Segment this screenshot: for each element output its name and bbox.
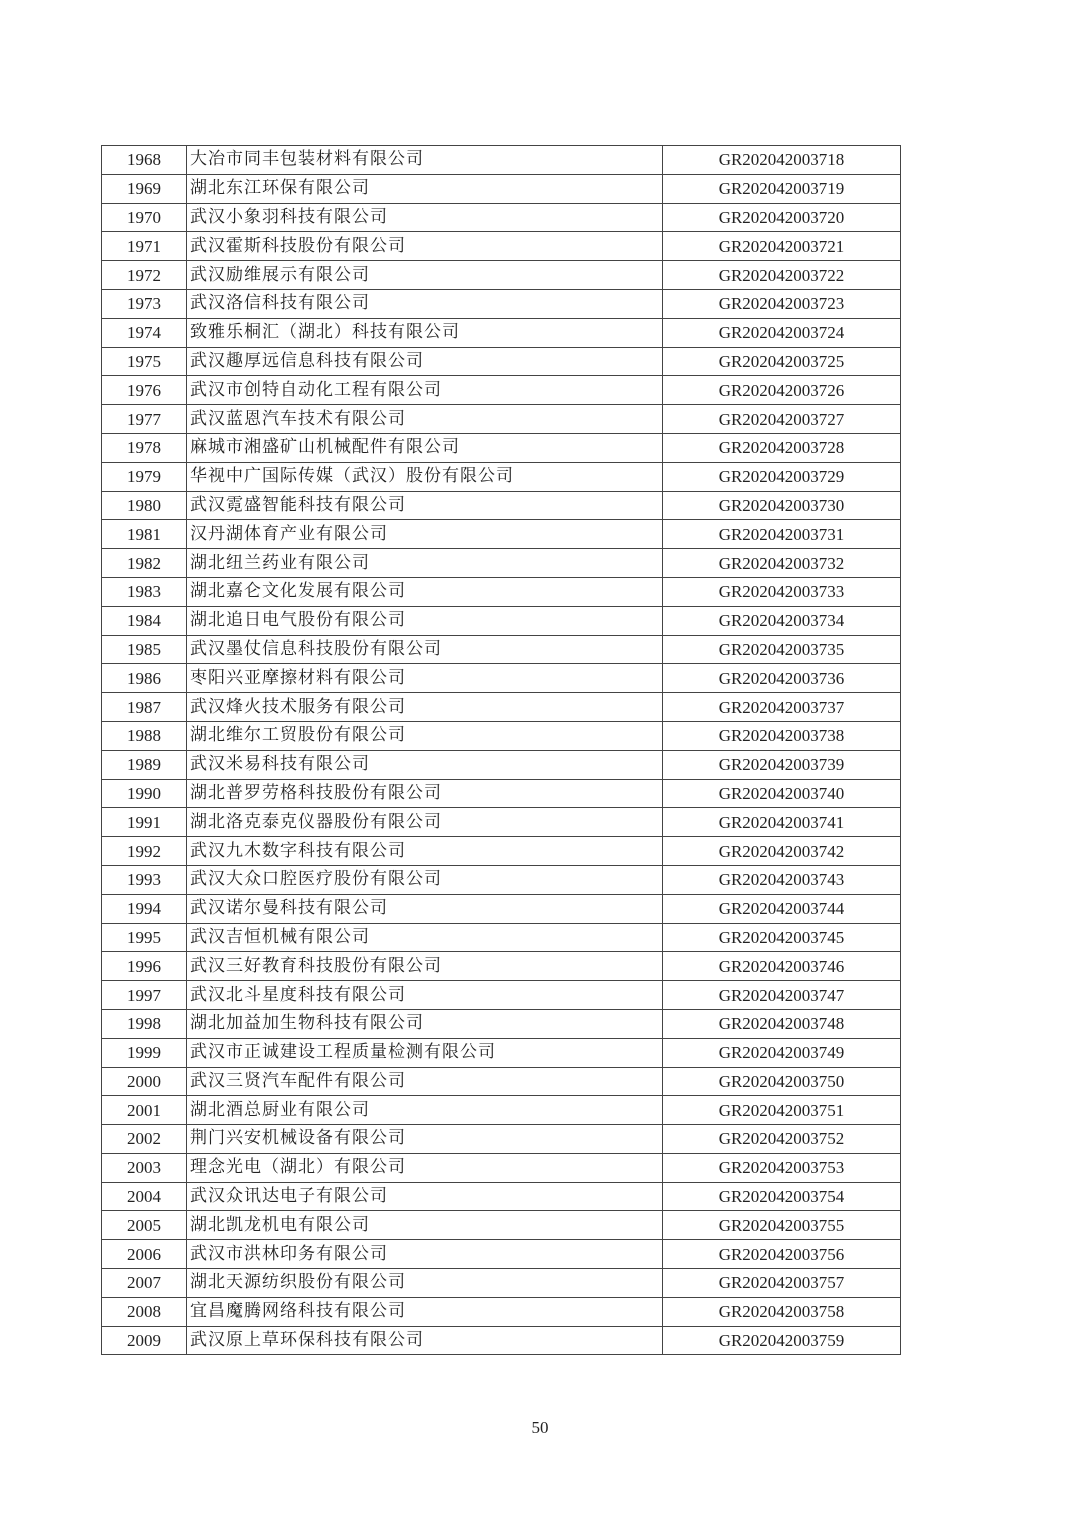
- certificate-code-cell: GR202042003754: [663, 1182, 901, 1211]
- company-name-cell: 武汉诺尔曼科技有限公司: [187, 894, 663, 923]
- table-row: [102, 1326, 901, 1355]
- company-name-cell: 汉丹湖体育产业有限公司: [187, 520, 663, 549]
- certificate-code-cell: GR202042003751: [663, 1096, 901, 1125]
- row-number-cell: 2005: [102, 1211, 187, 1240]
- table-row: [102, 664, 901, 693]
- table-row: [102, 1153, 901, 1182]
- table-row: [102, 952, 901, 981]
- company-name-cell: 湖北洛克泰克仪器股份有限公司: [187, 808, 663, 837]
- company-name-cell: 大冶市同丰包装材料有限公司: [187, 146, 663, 175]
- row-number-cell: 1984: [102, 606, 187, 635]
- row-number-cell: 1985: [102, 635, 187, 664]
- company-name-cell: 武汉趣厚远信息科技有限公司: [187, 347, 663, 376]
- table-row: [102, 462, 901, 491]
- company-name-cell: 理念光电（湖北）有限公司: [187, 1153, 663, 1182]
- row-number-cell: 1971: [102, 232, 187, 261]
- company-name-cell: 武汉霓盛智能科技有限公司: [187, 491, 663, 520]
- certificate-code-cell: GR202042003725: [663, 347, 901, 376]
- company-name-cell: 湖北纽兰药业有限公司: [187, 549, 663, 578]
- company-name-cell: 武汉市洪林印务有限公司: [187, 1240, 663, 1269]
- company-name-cell: 武汉蓝恩汽车技术有限公司: [187, 405, 663, 434]
- company-name-cell: 武汉小象羽科技有限公司: [187, 203, 663, 232]
- company-name-cell: 武汉吉恒机械有限公司: [187, 923, 663, 952]
- row-number-cell: 1994: [102, 894, 187, 923]
- certificate-code-cell: GR202042003750: [663, 1067, 901, 1096]
- table-row: [102, 721, 901, 750]
- certificate-code-cell: GR202042003733: [663, 577, 901, 606]
- company-name-cell: 荆门兴安机械设备有限公司: [187, 1125, 663, 1154]
- row-number-cell: 1989: [102, 750, 187, 779]
- table-row: [102, 289, 901, 318]
- table-row: [102, 405, 901, 434]
- certificate-code-cell: GR202042003724: [663, 318, 901, 347]
- certificate-code-cell: GR202042003726: [663, 376, 901, 405]
- company-name-cell: 武汉墨仗信息科技股份有限公司: [187, 635, 663, 664]
- certificate-code-cell: GR202042003759: [663, 1326, 901, 1355]
- certificate-code-cell: GR202042003752: [663, 1125, 901, 1154]
- row-number-cell: 2004: [102, 1182, 187, 1211]
- company-name-cell: 武汉原上草环保科技有限公司: [187, 1326, 663, 1355]
- row-number-cell: 1988: [102, 721, 187, 750]
- company-name-cell: 武汉众讯达电子有限公司: [187, 1182, 663, 1211]
- certificate-code-cell: GR202042003744: [663, 894, 901, 923]
- table-row: [102, 232, 901, 261]
- row-number-cell: 1997: [102, 981, 187, 1010]
- row-number-cell: 1974: [102, 318, 187, 347]
- company-name-cell: 武汉洛信科技有限公司: [187, 289, 663, 318]
- row-number-cell: 1970: [102, 203, 187, 232]
- row-number-cell: 1987: [102, 693, 187, 722]
- certificate-code-cell: GR202042003747: [663, 981, 901, 1010]
- row-number-cell: 1980: [102, 491, 187, 520]
- row-number-cell: 2006: [102, 1240, 187, 1269]
- certificate-code-cell: GR202042003738: [663, 721, 901, 750]
- certificate-code-cell: GR202042003719: [663, 174, 901, 203]
- table-row: [102, 433, 901, 462]
- row-number-cell: 1969: [102, 174, 187, 203]
- row-number-cell: 1993: [102, 865, 187, 894]
- row-number-cell: 2002: [102, 1125, 187, 1154]
- company-name-cell: 湖北维尔工贸股份有限公司: [187, 721, 663, 750]
- certificate-code-cell: GR202042003749: [663, 1038, 901, 1067]
- certificate-code-cell: GR202042003740: [663, 779, 901, 808]
- company-name-cell: 武汉北斗星度科技有限公司: [187, 981, 663, 1010]
- certificate-code-cell: GR202042003727: [663, 405, 901, 434]
- row-number-cell: 1986: [102, 664, 187, 693]
- row-number-cell: 1991: [102, 808, 187, 837]
- certificate-code-cell: GR202042003758: [663, 1297, 901, 1326]
- company-name-cell: 麻城市湘盛矿山机械配件有限公司: [187, 433, 663, 462]
- table-row: [102, 1009, 901, 1038]
- table-row: [102, 1211, 901, 1240]
- certificate-code-cell: GR202042003718: [663, 146, 901, 175]
- table-row: [102, 750, 901, 779]
- row-number-cell: 1983: [102, 577, 187, 606]
- certificate-code-cell: GR202042003755: [663, 1211, 901, 1240]
- company-name-cell: 武汉九木数字科技有限公司: [187, 837, 663, 866]
- row-number-cell: 1995: [102, 923, 187, 952]
- row-number-cell: 2001: [102, 1096, 187, 1125]
- table-row: [102, 865, 901, 894]
- table-row: [102, 923, 901, 952]
- company-name-cell: 武汉励维展示有限公司: [187, 261, 663, 290]
- certificate-code-cell: GR202042003756: [663, 1240, 901, 1269]
- company-name-cell: 湖北嘉仑文化发展有限公司: [187, 577, 663, 606]
- row-number-cell: 2008: [102, 1297, 187, 1326]
- table-row: [102, 174, 901, 203]
- table-row: [102, 577, 901, 606]
- company-name-cell: 华视中广国际传媒（武汉）股份有限公司: [187, 462, 663, 491]
- table-row: [102, 549, 901, 578]
- table-row: [102, 491, 901, 520]
- company-name-cell: 致雅乐桐汇（湖北）科技有限公司: [187, 318, 663, 347]
- table-row: [102, 1125, 901, 1154]
- table-row: [102, 779, 901, 808]
- company-name-cell: 武汉霍斯科技股份有限公司: [187, 232, 663, 261]
- table-row: [102, 347, 901, 376]
- certificate-code-cell: GR202042003721: [663, 232, 901, 261]
- certificate-code-cell: GR202042003731: [663, 520, 901, 549]
- table-row: [102, 635, 901, 664]
- company-name-cell: 武汉烽火技术服务有限公司: [187, 693, 663, 722]
- certificate-code-cell: GR202042003757: [663, 1269, 901, 1298]
- row-number-cell: 1990: [102, 779, 187, 808]
- certificate-code-cell: GR202042003739: [663, 750, 901, 779]
- company-name-cell: 湖北天源纺织股份有限公司: [187, 1269, 663, 1298]
- row-number-cell: 2003: [102, 1153, 187, 1182]
- company-name-cell: 武汉大众口腔医疗股份有限公司: [187, 865, 663, 894]
- table-row: [102, 520, 901, 549]
- certificate-code-cell: GR202042003746: [663, 952, 901, 981]
- table-row: [102, 981, 901, 1010]
- table-row: [102, 1297, 901, 1326]
- company-name-cell: 武汉三好教育科技股份有限公司: [187, 952, 663, 981]
- certificate-code-cell: GR202042003735: [663, 635, 901, 664]
- row-number-cell: 1968: [102, 146, 187, 175]
- row-number-cell: 1998: [102, 1009, 187, 1038]
- row-number-cell: 1975: [102, 347, 187, 376]
- table-row: [102, 146, 901, 175]
- table-row: [102, 1269, 901, 1298]
- table-row: [102, 837, 901, 866]
- row-number-cell: 1978: [102, 433, 187, 462]
- table-row: [102, 693, 901, 722]
- certificate-code-cell: GR202042003728: [663, 433, 901, 462]
- row-number-cell: 1999: [102, 1038, 187, 1067]
- certificate-code-cell: GR202042003745: [663, 923, 901, 952]
- certificate-code-cell: GR202042003722: [663, 261, 901, 290]
- row-number-cell: 1996: [102, 952, 187, 981]
- row-number-cell: 1976: [102, 376, 187, 405]
- row-number-cell: 1972: [102, 261, 187, 290]
- table-row: [102, 1096, 901, 1125]
- certificate-code-cell: GR202042003737: [663, 693, 901, 722]
- certificate-code-cell: GR202042003743: [663, 865, 901, 894]
- table-row: [102, 261, 901, 290]
- table-body: [102, 146, 901, 1355]
- row-number-cell: 1981: [102, 520, 187, 549]
- table-row: [102, 1182, 901, 1211]
- row-number-cell: 1982: [102, 549, 187, 578]
- company-name-cell: 宜昌魔腾网络科技有限公司: [187, 1297, 663, 1326]
- table-row: [102, 203, 901, 232]
- certificate-code-cell: GR202042003741: [663, 808, 901, 837]
- table-row: [102, 808, 901, 837]
- certificate-code-cell: GR202042003736: [663, 664, 901, 693]
- company-name-cell: 湖北追日电气股份有限公司: [187, 606, 663, 635]
- row-number-cell: 2000: [102, 1067, 187, 1096]
- table-row: [102, 894, 901, 923]
- certificate-code-cell: GR202042003742: [663, 837, 901, 866]
- company-name-cell: 武汉米易科技有限公司: [187, 750, 663, 779]
- table-row: [102, 1038, 901, 1067]
- row-number-cell: 2009: [102, 1326, 187, 1355]
- company-list-table: [101, 145, 901, 1355]
- table-row: [102, 376, 901, 405]
- certificate-code-cell: GR202042003730: [663, 491, 901, 520]
- certificate-code-cell: GR202042003753: [663, 1153, 901, 1182]
- certificate-code-cell: GR202042003720: [663, 203, 901, 232]
- page-number: 50: [531, 1418, 549, 1437]
- table-row: [102, 1240, 901, 1269]
- company-name-cell: 湖北普罗劳格科技股份有限公司: [187, 779, 663, 808]
- table-row: [102, 1067, 901, 1096]
- table-row: [102, 318, 901, 347]
- company-name-cell: 湖北加益加生物科技有限公司: [187, 1009, 663, 1038]
- company-name-cell: 湖北酒总厨业有限公司: [187, 1096, 663, 1125]
- company-name-cell: 武汉三贤汽车配件有限公司: [187, 1067, 663, 1096]
- certificate-code-cell: GR202042003734: [663, 606, 901, 635]
- row-number-cell: 1992: [102, 837, 187, 866]
- certificate-code-cell: GR202042003729: [663, 462, 901, 491]
- certificate-code-cell: GR202042003748: [663, 1009, 901, 1038]
- company-name-cell: 武汉市创特自动化工程有限公司: [187, 376, 663, 405]
- table-row: [102, 606, 901, 635]
- row-number-cell: 1979: [102, 462, 187, 491]
- certificate-code-cell: GR202042003723: [663, 289, 901, 318]
- company-name-cell: 武汉市正诚建设工程质量检测有限公司: [187, 1038, 663, 1067]
- row-number-cell: 1977: [102, 405, 187, 434]
- certificate-code-cell: GR202042003732: [663, 549, 901, 578]
- company-name-cell: 湖北东江环保有限公司: [187, 174, 663, 203]
- company-name-cell: 枣阳兴亚摩擦材料有限公司: [187, 664, 663, 693]
- row-number-cell: 2007: [102, 1269, 187, 1298]
- company-name-cell: 湖北凯龙机电有限公司: [187, 1211, 663, 1240]
- row-number-cell: 1973: [102, 289, 187, 318]
